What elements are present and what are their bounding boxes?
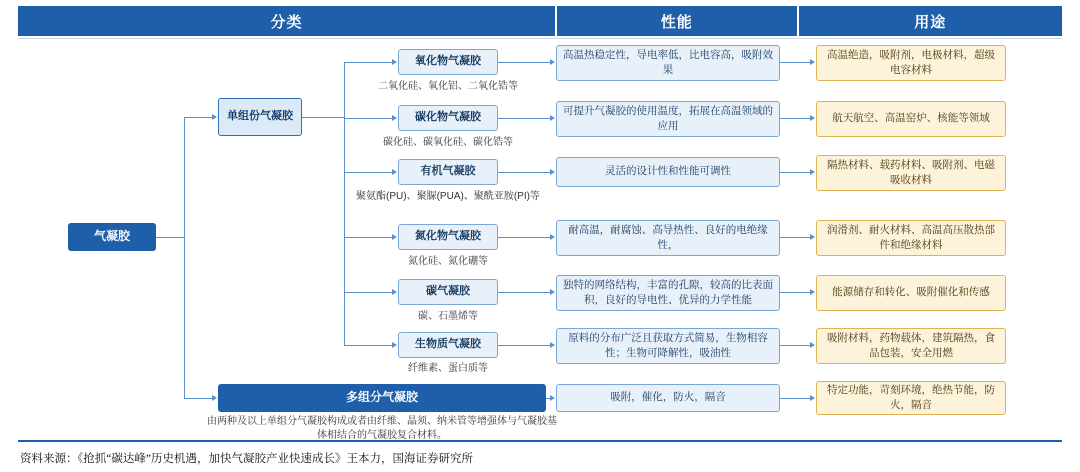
connector-row4-perf [498,237,550,238]
category-sub-2: 碳化硅、碳氧化硅、碳化锆等 [383,137,513,148]
use-box-1: 高温绝造，吸附剂，电极材料，超级电容材料 [816,45,1006,81]
category-sub-5: 碳、石墨烯等 [418,311,478,322]
performance-box-2: 可提升气凝胶的使用温度，拓展在高温领域的应用 [556,101,780,137]
arrow-row5 [392,289,397,295]
arrow-row4-use [810,234,815,240]
connector-row2 [344,118,392,119]
connector-row1-use [780,62,810,63]
connector-row6 [344,345,392,346]
arrow-group1 [212,114,217,120]
connector-row1 [344,62,392,63]
connector-group2 [184,398,212,399]
connector-group1 [184,117,212,118]
performance-box-1: 高温热稳定性，导电率低，比电容高，吸附效果 [556,45,780,81]
category-sub-1: 二氧化硅、氧化铝、二氧化锆等 [378,81,518,92]
arrow-row4-perf [550,234,555,240]
connector-row4 [344,237,392,238]
performance-box-7: 吸附，催化，防火，隔音 [556,384,780,412]
arrow-row4 [392,234,397,240]
header-col-use: 用途 [799,6,1063,36]
source-note: 资料来源：《抢抓“碳达峰”历史机遇，加快气凝胶产业快速成长》王本力，国海证券研究所 [20,453,473,465]
connector-g1-spine [344,62,345,345]
arrow-row1-perf [550,59,555,65]
header-row [18,6,1062,36]
arrow-row3-perf [550,169,555,175]
category-box-6: 生物质气凝胶 [398,332,498,358]
header-col-performance: 性能 [557,6,799,36]
use-box-5: 能源储存和转化、吸附催化和传感 [816,275,1006,311]
category-box-5: 碳气凝胶 [398,279,498,305]
category-box-3: 有机气凝胶 [398,159,498,185]
arrow-row3-use [810,169,815,175]
category-sub-4: 氮化硅、氮化硼等 [408,256,488,267]
connector-row6-use [780,345,810,346]
connector-g1-out [302,117,344,118]
category-box-1: 氧化物气凝胶 [398,49,498,75]
arrow-group2 [212,395,217,401]
connector-row5 [344,292,392,293]
category-box-2: 碳化物气凝胶 [398,105,498,131]
arrow-row7-perf [550,395,555,401]
arrow-row6-use [810,342,815,348]
connector-row2-use [780,118,810,119]
use-box-2: 航天航空、高温窑炉、核能等领域 [816,101,1006,137]
use-box-3: 隔热材料、载药材料、吸附剂、电磁吸收材料 [816,155,1006,191]
group-node-multi-note: 由两种及以上单组分气凝胶构成或者由纤维、晶须、纳米管等增强体与气凝胶基体相结合的气凝胶复合材料。 [207,416,557,441]
connector-row3-perf [498,172,550,173]
connector-root-spine [184,117,185,398]
connector-row1-perf [498,62,550,63]
group-node-single-line1: 单组份气凝胶 [227,110,293,123]
category-box-4: 氮化物气凝胶 [398,224,498,250]
arrow-row6 [392,342,397,348]
group-node-single [218,98,302,136]
header-underline [18,38,1062,39]
connector-row7-use [780,398,810,399]
header-col-category: 分类 [18,6,557,36]
arrow-row3 [392,169,397,175]
arrow-row7-use [810,395,815,401]
arrow-row2-use [810,115,815,121]
root-node: 气凝胶 [68,223,156,251]
arrow-row2-perf [550,115,555,121]
connector-row4-use [780,237,810,238]
arrow-row5-use [810,289,815,295]
arrow-row1 [392,59,397,65]
use-box-6: 吸附材料，药物载体，建筑隔热，食品包装，安全用燃 [816,328,1006,364]
arrow-row5-perf [550,289,555,295]
connector-row6-perf [498,345,550,346]
performance-box-6: 原料的分布广泛且获取方式简易，生物相容性；生物可降解性，吸油性 [556,328,780,364]
group-node-multi: 多组分气凝胶 [218,384,546,412]
category-sub-6: 纤维素、蛋白质等 [408,363,488,374]
performance-box-5: 独特的网络结构，丰富的孔隙，较高的比表面积，良好的导电性、优异的力学性能 [556,275,780,311]
use-box-7: 特定功能，苛刻环境，绝热节能，防火，隔音 [816,381,1006,415]
connector-row2-perf [498,118,550,119]
connector-root-h [156,237,184,238]
use-box-4: 润滑剂、耐火材料、高温高压散热部件和绝缘材料 [816,220,1006,256]
arrow-row1-use [810,59,815,65]
arrow-row2 [392,115,397,121]
performance-box-3: 灵活的设计性和性能可调性 [556,157,780,187]
performance-box-4: 耐高温，耐腐蚀、高导热性、良好的电绝缘性， [556,220,780,256]
connector-row5-perf [498,292,550,293]
connector-row5-use [780,292,810,293]
connector-row3-use [780,172,810,173]
footer-divider [18,440,1062,442]
connector-row3 [344,172,392,173]
arrow-row6-perf [550,342,555,348]
category-sub-3: 聚氨酯(PU)、聚脲(PUA)、聚酰亚胺(PI)等 [356,191,540,202]
